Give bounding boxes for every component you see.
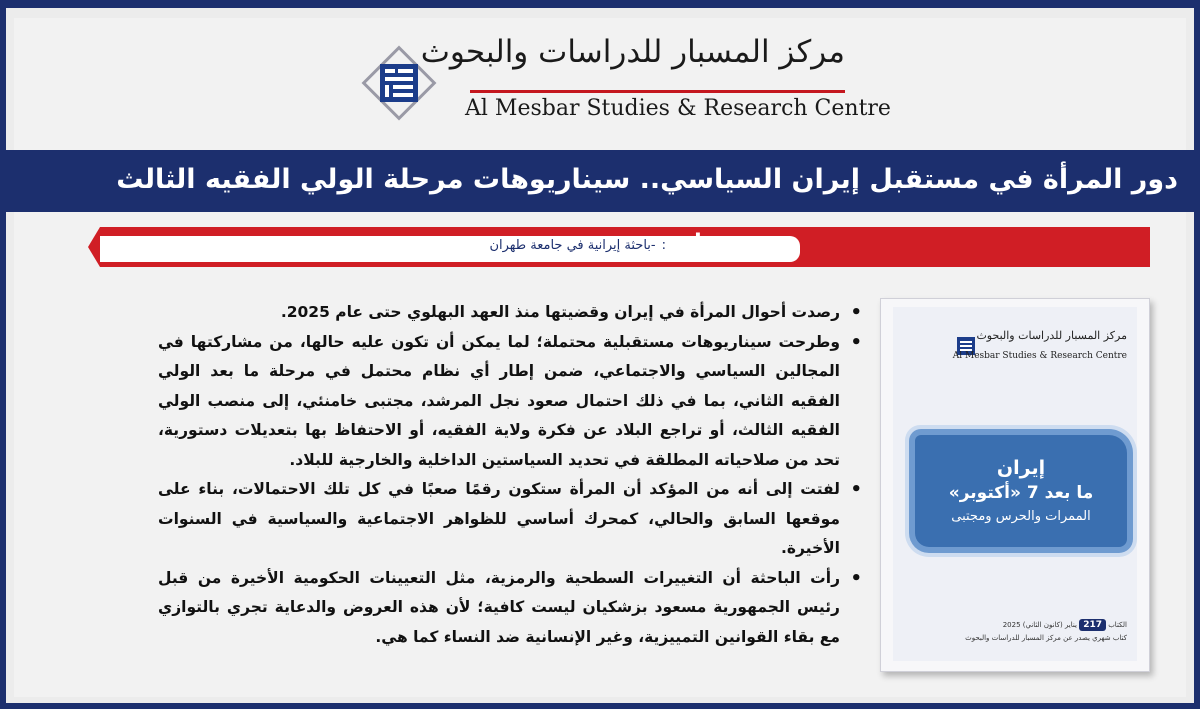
author-separator: : — [661, 238, 667, 253]
book-footer: كتاب شهري يصدر عن مركز المسبار للدراسات والبحوث — [965, 634, 1127, 642]
summary-bullets — [158, 298, 866, 652]
logo-english-name: Al Mesbar Studies & Research Centre — [465, 96, 891, 121]
bullet-item: • رصدت أحوال المرأة في إيران وقضيتها منذ العهد البهلوي حتى عام 2025. — [158, 298, 866, 328]
book-issue-label: الكتاب — [1108, 621, 1127, 629]
book-title-line1: إيران — [996, 457, 1046, 479]
book-issue-line — [1003, 619, 1127, 631]
title-banner — [0, 150, 1200, 212]
logo-arabic-name: مركز المسبار للدراسات والبحوث — [420, 34, 845, 70]
book-subtitle: الممرات والحرس ومجتبى — [951, 509, 1091, 524]
page-title: دور المرأة في مستقبل إيران السياسي.. سيناريوهات مرحلة الولي الفقيه الثالث — [116, 164, 1178, 195]
bullet-item: • لفتت إلى أنه من المؤكد أن المرأة ستكون رقمًا صعبًا في كل تلك الاحتمالات، بناء على موقعها السابق والحالي، كمحرك أساسي للظواهر الاجتماعية والسياسية في السنوات الأخيرة. — [158, 475, 866, 564]
author-description: -باحثة إيرانية في جامعة طهران — [489, 238, 656, 253]
book-cover — [880, 298, 1150, 672]
header-logo — [335, 30, 891, 140]
author-name: سعيدة تراب — [672, 230, 800, 255]
book-cover-inner — [893, 307, 1137, 661]
book-logo-english: Al Mesbar Studies & Research Centre — [952, 351, 1127, 361]
logo-divider — [470, 90, 845, 93]
book-title-line2: ما بعد 7 «أكتوبر» — [948, 483, 1094, 503]
book-logo-arabic: مركز المسبار للدراسات والبحوث — [976, 329, 1127, 342]
bullet-item: • وطرحت سيناريوهات مستقبلية محتملة؛ لما يمكن أن تكون عليه حالها، من مشاركتها في المجالين السياسي والاجتماعي، ضمن إطار أي نظام محتمل في مرحلة ما بعد الولي الفقيه الثاني، بما في ذلك احتمال صعود نجل المرشد، مجتبى خامنئي، إلى منصب الولي الفقيه الثالث، أو تراجع البلاد عن فكرة ولاية الفقيه، أو الاحتفاظ بها بتعديلات دستورية، تحد من صلاحياته المطلقة في تحديد السياستين الداخلية والخارجية للبلاد. — [158, 328, 866, 476]
bullet-item: • رأت الباحثة أن التغييرات السطحية والرمزية، مثل التعيينات الحكومية الأخيرة من قبل رئيس الجمهورية مسعود بزشكيان ليست كافية؛ لأن هذه العروض والدعاية تجري بالتوازي مع بقاء القوانين التمييزية، وغير الإنسانية ضد النساء كما هي. — [158, 564, 866, 653]
book-issue-number: 217 — [1079, 619, 1106, 631]
author-line — [489, 230, 800, 255]
author-ribbon-tail — [88, 227, 100, 267]
book-issue-date: يناير (كانون الثاني) 2025 — [1002, 621, 1077, 629]
